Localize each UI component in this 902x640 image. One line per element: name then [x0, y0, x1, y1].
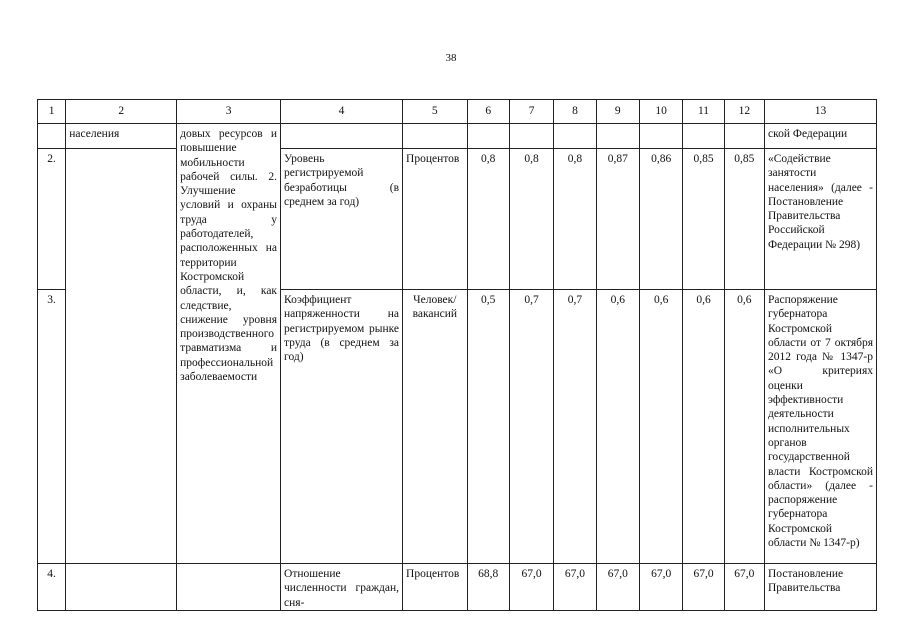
indicator-cell: Уровень регистрируемой безработицы (в среднем за год) [281, 149, 403, 290]
header-cell: 13 [765, 100, 877, 124]
unit-cell: Процентов [403, 564, 468, 611]
header-cell: 8 [554, 100, 596, 124]
value-cell: 0,6 [639, 290, 682, 564]
value-cell: 0,6 [596, 290, 639, 564]
goal-cell [66, 149, 177, 564]
header-cell: 5 [403, 100, 468, 124]
header-cell: 11 [683, 100, 724, 124]
objective-cell [177, 564, 281, 611]
value-cell: 67,0 [554, 564, 596, 611]
table-row [38, 124, 877, 149]
value-cell: 0,6 [724, 290, 764, 564]
unit-cell: Человек/ вакансий [403, 290, 468, 564]
header-cell: 9 [596, 100, 639, 124]
header-cell: 10 [639, 100, 682, 124]
value-cell: 0,85 [683, 149, 724, 290]
table-row [38, 564, 877, 611]
value-cell: 0,7 [509, 290, 553, 564]
row-number-cell: 2. [38, 149, 66, 290]
header-cell: 3 [177, 100, 281, 124]
value-cell: 68,8 [467, 564, 509, 611]
value-cell: 0,6 [683, 290, 724, 564]
value-cell: 0,87 [596, 149, 639, 290]
header-cell: 6 [467, 100, 509, 124]
value-cell: 0,8 [509, 149, 553, 290]
value-cell: 67,0 [596, 564, 639, 611]
header-cell: 7 [509, 100, 553, 124]
header-cell: 2 [66, 100, 177, 124]
header-cell: 12 [724, 100, 764, 124]
value-cell: 0,8 [467, 149, 509, 290]
row-number-cell: 4. [38, 564, 66, 611]
value-cell: 67,0 [509, 564, 553, 611]
indicators-table [37, 99, 877, 611]
row-number-cell: 3. [38, 290, 66, 564]
value-cell: 0,8 [554, 149, 596, 290]
header-cell: 1 [38, 100, 66, 124]
value-cell: 0,5 [467, 290, 509, 564]
page-number: 38 [445, 52, 457, 64]
source-cell: «Содействие занятости населения» (далее - Постановление Правительства Российской Федерации № 298) [765, 149, 877, 290]
header-row [38, 100, 877, 124]
objective-cell: довых ресурсов и повышение мобильности рабочей силы. 2. Улучшение условий и охраны труда у работодателей, расположенных на территории Костромской области, и, как следствие, снижение уровня производственного травматизма и профессиональной заболеваемости [177, 124, 281, 564]
indicator-cell [281, 124, 403, 149]
header-cell: 4 [281, 100, 403, 124]
unit-cell: Процентов [403, 149, 468, 290]
value-cell: 67,0 [639, 564, 682, 611]
source-cell: Распоряжение губернатора Костромской области от 7 октября 2012 года № 1347-р «О критериях оценки эффективности деятельности исполнительных органов государственной власти Костромской области» (далее - распоряжение губернатора Костромской области № 1347-р) [765, 290, 877, 564]
value-cell: 67,0 [724, 564, 764, 611]
value-cell: 0,86 [639, 149, 682, 290]
value-cell: 0,85 [724, 149, 764, 290]
goal-cell: населения [66, 124, 177, 149]
table-row [38, 149, 877, 290]
value-cell: 0,7 [554, 290, 596, 564]
source-cell: ской Федерации [765, 124, 877, 149]
indicator-cell: Коэффициент напряженности на регистрируемом рынке труда (в среднем за год) [281, 290, 403, 564]
source-cell: Постановление Правительства [765, 564, 877, 611]
row-number-cell [38, 124, 66, 149]
indicator-cell: Отношение численности граждан, сня- [281, 564, 403, 611]
unit-cell [403, 124, 468, 149]
value-cell: 67,0 [683, 564, 724, 611]
goal-cell [66, 564, 177, 611]
